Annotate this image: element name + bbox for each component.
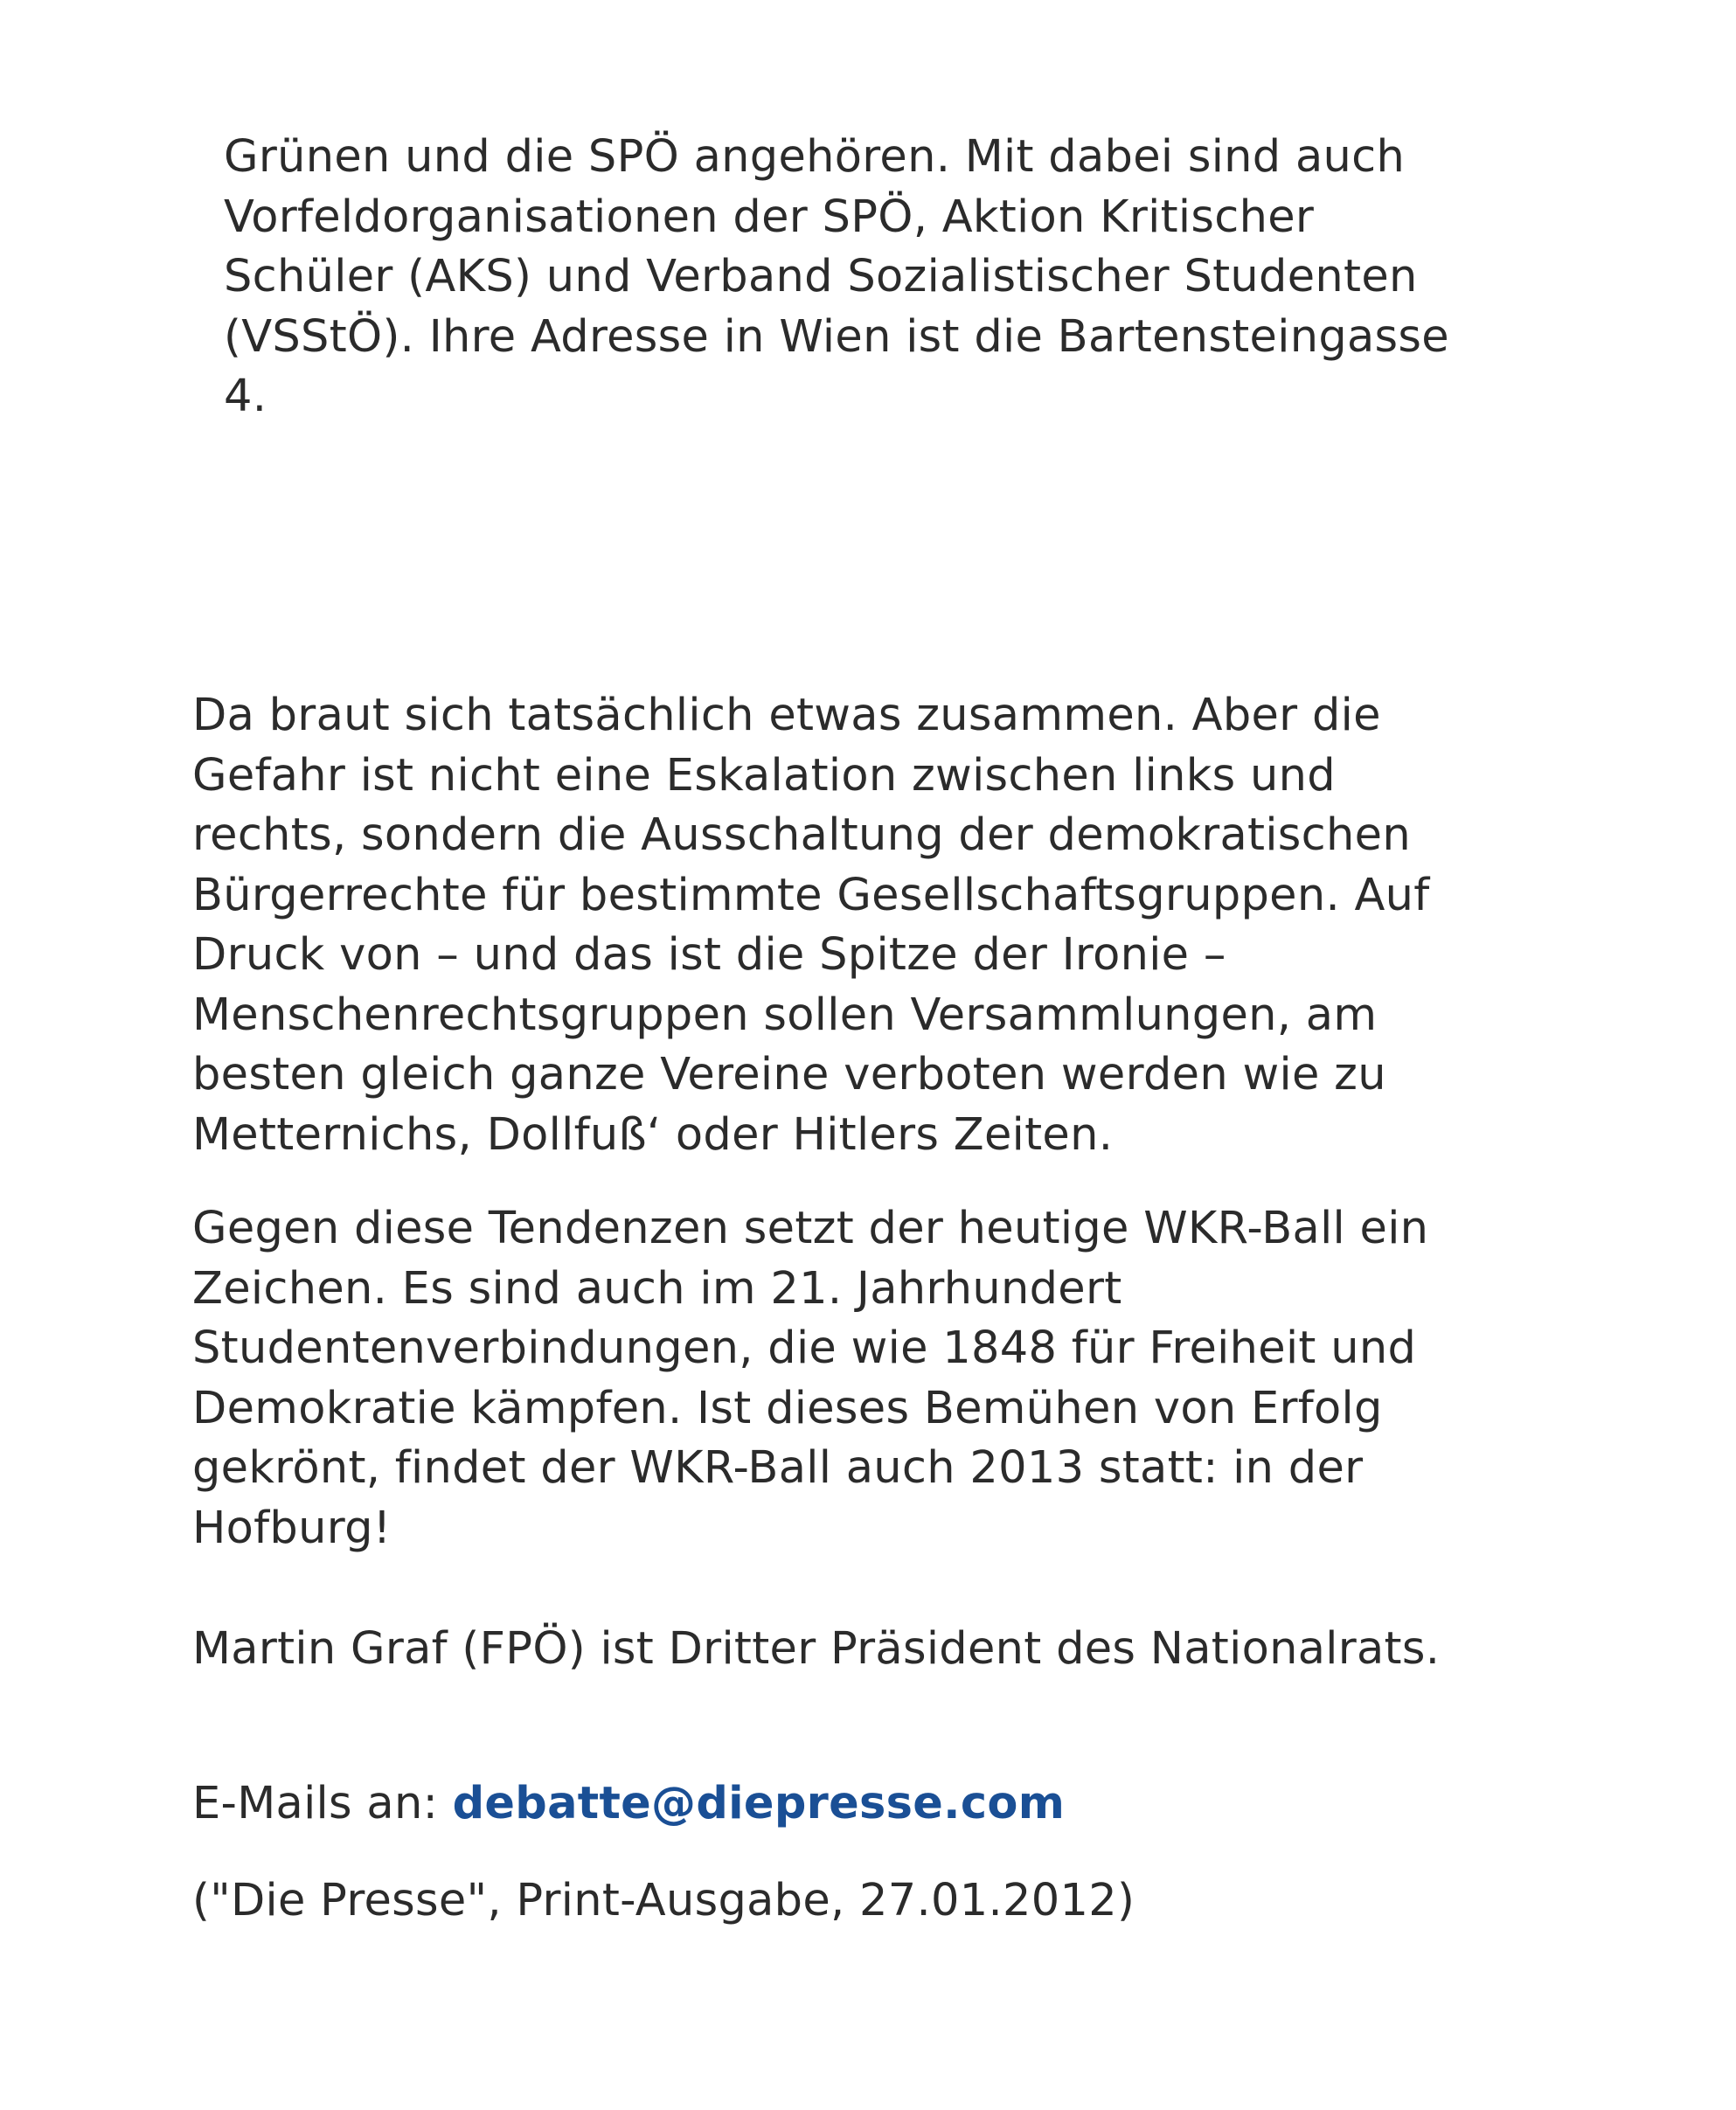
body-paragraph-1: Da braut sich tatsächlich etwas zusammen. Aber die Gefahr ist nicht eine Eskalation zwischen links und rechts, sondern die Ausschaltung der demokratischen Bürgerrechte für bestimmte Gesellschaftsgruppen. Auf Druck von – und das ist die Spitze der Ironie – Menschenrechtsgruppen sollen Versammlungen, am besten gleich ganze Vereine verboten werden wie zu Metternichs, Dollfuß‘ oder Hitlers Zeiten.: [192, 690, 1430, 1161]
body-paragraph-2: Gegen diese Tendenzen setzt der heutige WKR-Ball ein Zeichen. Es sind auch im 21. Jahrhundert Studentenverbindungen, die wie 1848 für Freiheit und Demokratie kämpfen. Ist dieses Bemühen von Erfolg gekrönt, findet der WKR-Ball auch 2013 statt: in der Hofburg!: [192, 1203, 1429, 1554]
email-label: E-Mails an:: [192, 1778, 453, 1829]
email-line: [192, 1774, 1678, 1835]
email-link[interactable]: debatte@diepresse.com: [452, 1778, 1066, 1829]
quote-paragraph: Grünen und die SPÖ angehören. Mit dabei sind auch Vorfeldorganisationen der SPÖ, Aktion Kritischer Schüler (AKS) und Verband Sozialistischer Studenten (VSStÖ). Ihre Adresse in Wien ist die Bartensteingasse 4.: [224, 131, 1449, 422]
author-note: Martin Graf (FPÖ) ist Dritter Präsident des Nationalrats.: [192, 1623, 1441, 1675]
source-line: ("Die Presse", Print-Ausgabe, 27.01.2012): [192, 1875, 1135, 1926]
